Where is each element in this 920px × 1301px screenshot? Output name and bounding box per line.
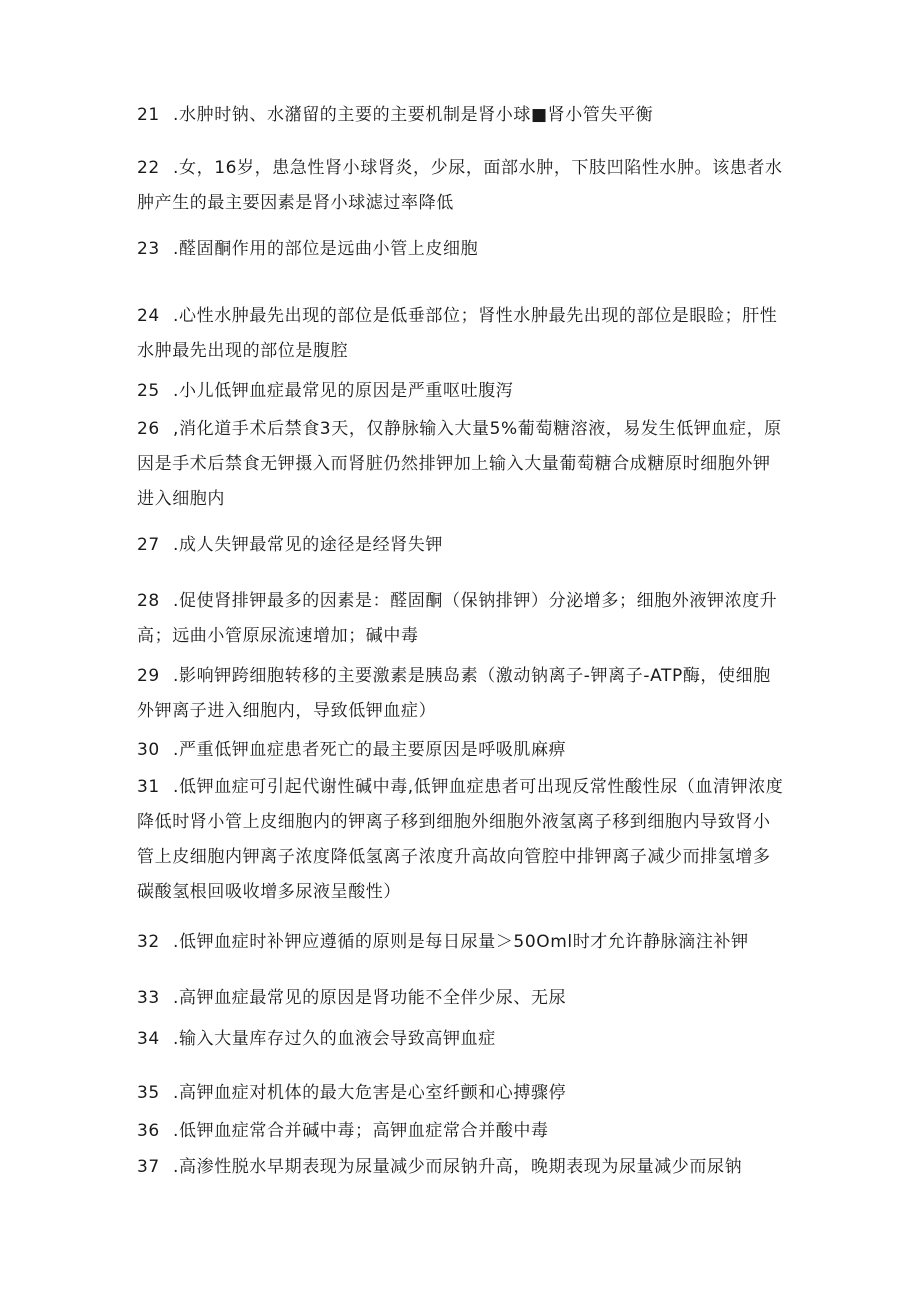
item-text: .心性水肿最先出现的部位是低垂部位；肾性水肿最先出现的部位是眼睑；肝性水肿最先出现的部位是腹腔 [137,306,778,361]
item-36 [137,1114,787,1149]
item-number: 30 [137,740,160,760]
item-number: 33 [137,988,160,1008]
item-text: .低钾血症常合并碱中毒；高钾血症常合并酸中毒 [173,1121,549,1141]
item-text: .严重低钾血症患者死亡的最主要原因是呼吸肌麻痹 [173,740,567,760]
item-number: 27 [137,535,160,555]
item-text: .水肿时钠、水潴留的主要的主要机制是肾小球■肾小管失平衡 [173,105,654,125]
item-28 [137,584,787,654]
item-number: 28 [137,591,160,611]
item-number: 29 [137,666,160,686]
item-number: 24 [137,306,160,326]
item-text: .女，16岁，患急性肾小球肾炎，少尿，面部水肿，下肢凹陷性水肿。该患者水肿产生的最主要因素是肾小球滤过率降低 [137,158,783,213]
item-number: 25 [137,381,160,401]
item-21 [137,98,787,133]
item-text: .高渗性脱水早期表现为尿量减少而尿钠升高，晚期表现为尿量减少而尿钠 [173,1157,743,1177]
item-37 [137,1150,787,1185]
item-text: .小儿低钾血症最常见的原因是严重呕吐腹泻 [173,381,514,401]
item-text: .高钾血症最常见的原因是肾功能不全伴少尿、无尿 [173,988,567,1008]
item-number: 23 [137,239,160,259]
item-33 [137,981,787,1016]
item-27 [137,528,787,563]
item-text: .影响钾跨细胞转移的主要激素是胰岛素（激动钠离子-钾离子-ATP酶，使细胞外钾离子进入细胞内，导致低钾血症） [137,666,771,721]
item-34 [137,1022,787,1057]
item-number: 32 [137,932,160,952]
item-text: .促使肾排钾最多的因素是：醛固酮（保钠排钾）分泌增多；细胞外液钾浓度升高；远曲小管原尿流速增加；碱中毒 [137,591,778,646]
item-text: ,消化道手术后禁食3天，仅静脉输入大量5%葡萄糖溶液，易发生低钾血症，原因是手术后禁食无钾摄入而肾脏仍然排钾加上输入大量葡萄糖合成糖原时细胞外钾进入细胞内 [137,419,782,509]
item-25 [137,374,787,409]
item-32 [137,925,787,960]
item-number: 22 [137,158,160,178]
item-24 [137,299,787,369]
item-text: .低钾血症可引起代谢性碱中毒,低钾血症患者可出现反常性酸性尿（血清钾浓度降低时肾小管上皮细胞内的钾离子移到细胞外细胞外液氢离子移到细胞内导致肾小管上皮细胞内钾离子浓度降低氢离子浓度升高故向管腔中排钾离子减少而排氢增多碳酸氢根回吸收增多尿液呈酸性） [137,777,784,902]
item-number: 35 [137,1083,160,1103]
item-number: 31 [137,777,160,797]
item-text: .成人失钾最常见的途径是经肾失钾 [173,535,444,555]
item-text: .低钾血症时补钾应遵循的原则是每日尿量＞50Oml时才允许静脉滴注补钾 [173,932,749,952]
item-22 [137,151,787,221]
item-23 [137,232,787,267]
item-26 [137,412,787,517]
item-number: 36 [137,1121,160,1141]
item-number: 26 [137,419,160,439]
item-29 [137,659,787,729]
item-35 [137,1076,787,1111]
item-text: .高钾血症对机体的最大危害是心室纤颤和心搏骤停 [173,1083,567,1103]
item-text: .输入大量库存过久的血液会导致高钾血症 [173,1029,496,1049]
item-number: 21 [137,105,160,125]
item-number: 37 [137,1157,160,1177]
item-number: 34 [137,1029,160,1049]
item-text: .醛固酮作用的部位是远曲小管上皮细胞 [173,239,479,259]
item-30 [137,733,787,768]
item-31 [137,770,787,910]
